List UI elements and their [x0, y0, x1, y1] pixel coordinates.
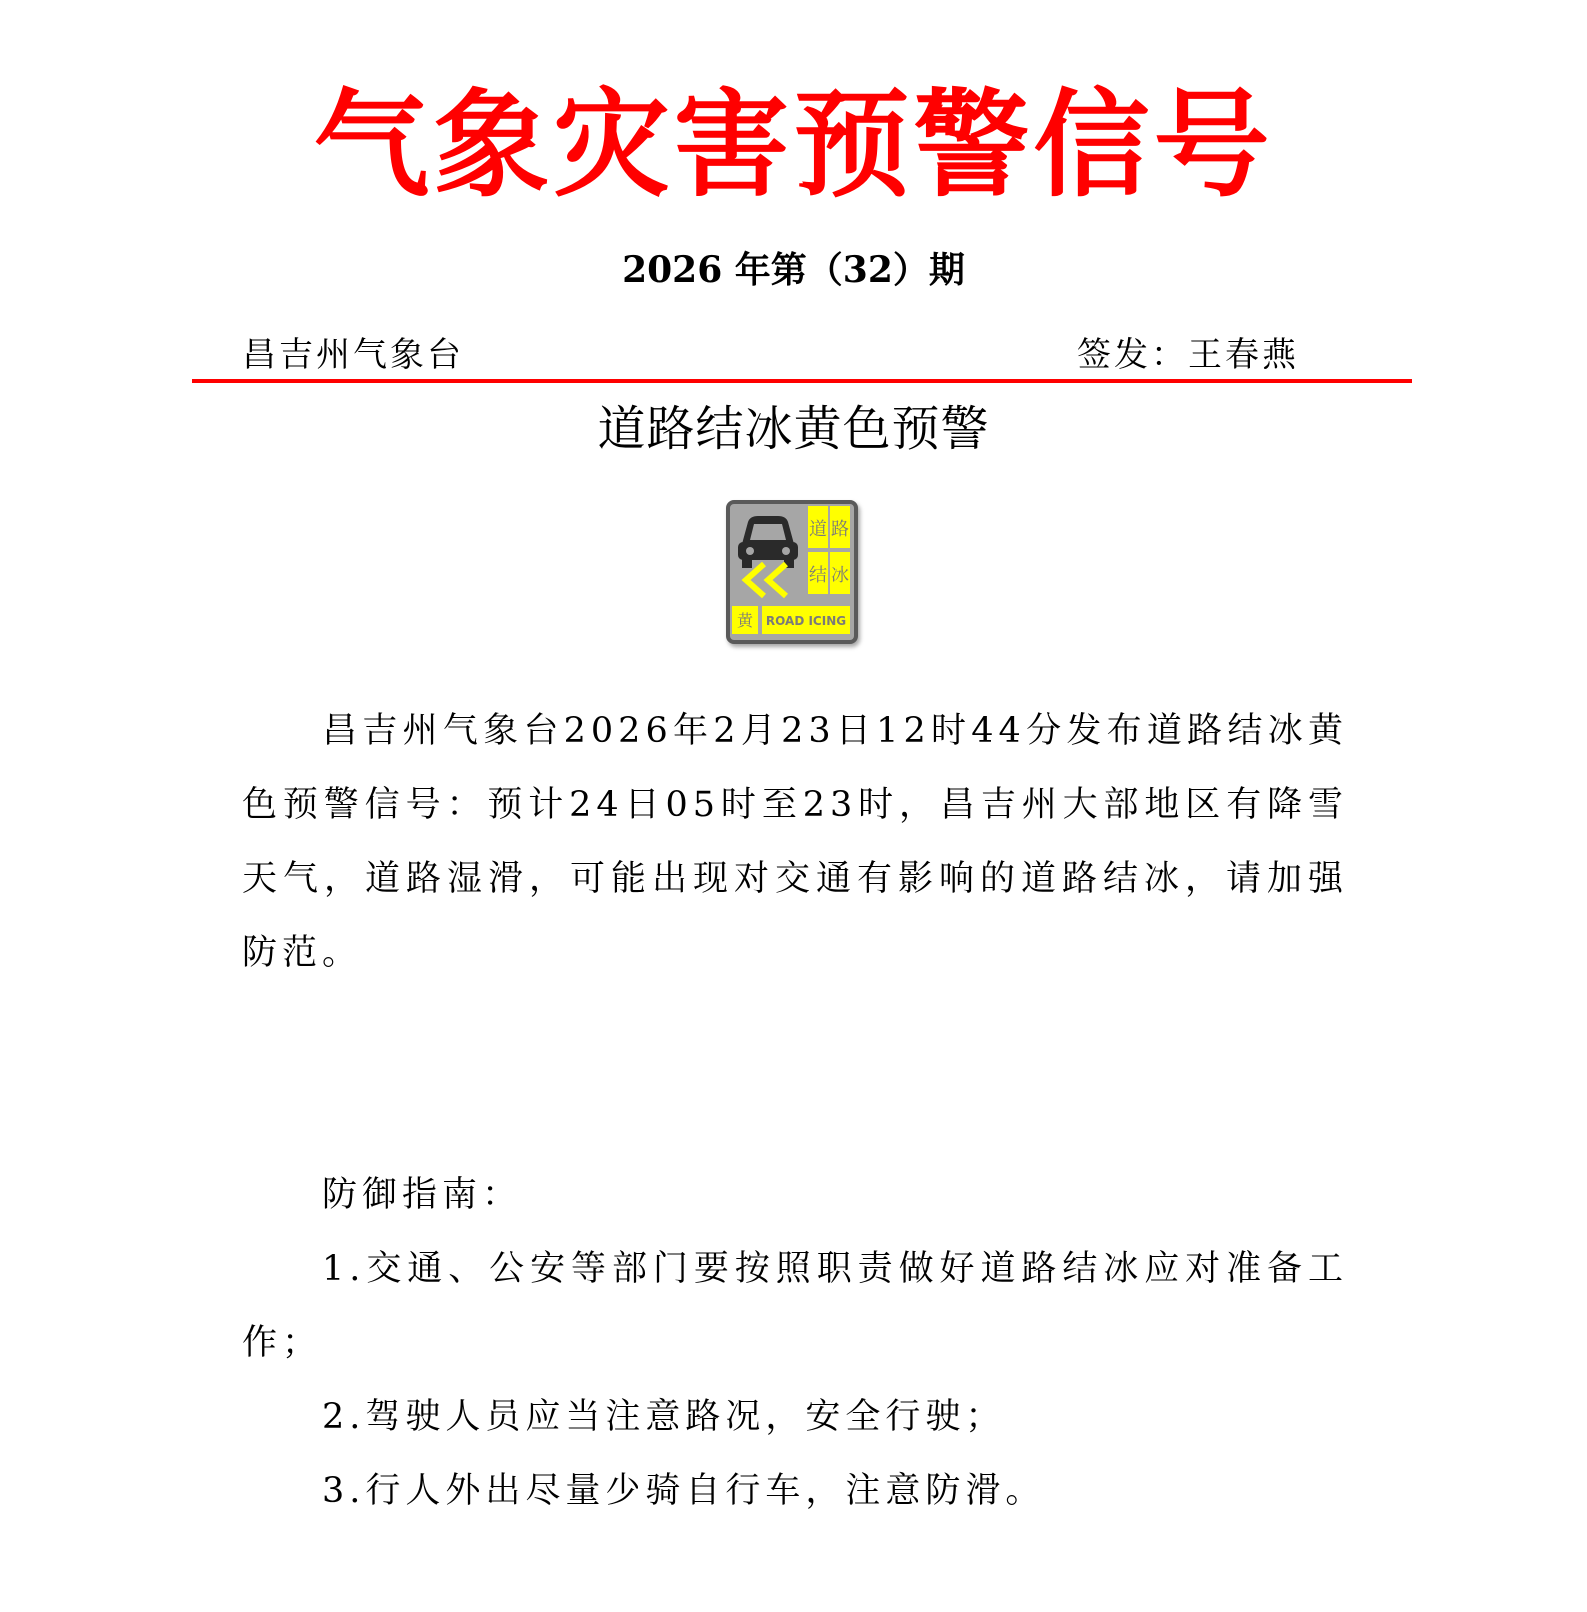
guide-item: 3.行人外出尽量少骑自行车，注意防滑。: [322, 1471, 1046, 1511]
signal-english-label: ROAD ICING: [765, 614, 847, 628]
signal-char-1: 道: [809, 519, 827, 540]
header-divider: [192, 379, 1412, 383]
signal-level-char: 黄: [736, 611, 754, 630]
signal-char-2: 路: [831, 519, 849, 540]
signal-character-blocks: [808, 506, 850, 594]
issue-number: 2026 年第（32）期: [622, 249, 965, 291]
car-skid-icon: [738, 516, 798, 596]
guide-heading: 防御指南：: [322, 1175, 523, 1215]
issuing-agency: 昌吉州气象台: [242, 335, 464, 375]
warning-title: 道路结冰黄色预警: [597, 401, 990, 457]
document-header-title: 气象灾害预警信号: [313, 78, 1274, 213]
guide-item: 1.交通、公安等部门要按照职责做好道路结冰应对准备工作；: [242, 1249, 1348, 1363]
signer: 签发：王春燕: [1077, 335, 1299, 375]
road-icing-yellow-signal-icon: [726, 500, 858, 644]
signal-char-3: 结: [809, 565, 827, 586]
signal-char-4: 冰: [831, 565, 849, 586]
signal-bottom-band: [732, 606, 850, 634]
guide-item: 2.驾驶人员应当注意路况，安全行驶；: [322, 1397, 1006, 1437]
warning-paragraph: 昌吉州气象台2026年2月23日12时44分发布道路结冰黄色预警信号：预计24日05时至23时，昌吉州大部地区有降雪天气，道路湿滑，可能出现对交通有影响的道路结冰，请加强防范。: [242, 711, 1348, 973]
signal-graphic: [730, 504, 854, 640]
